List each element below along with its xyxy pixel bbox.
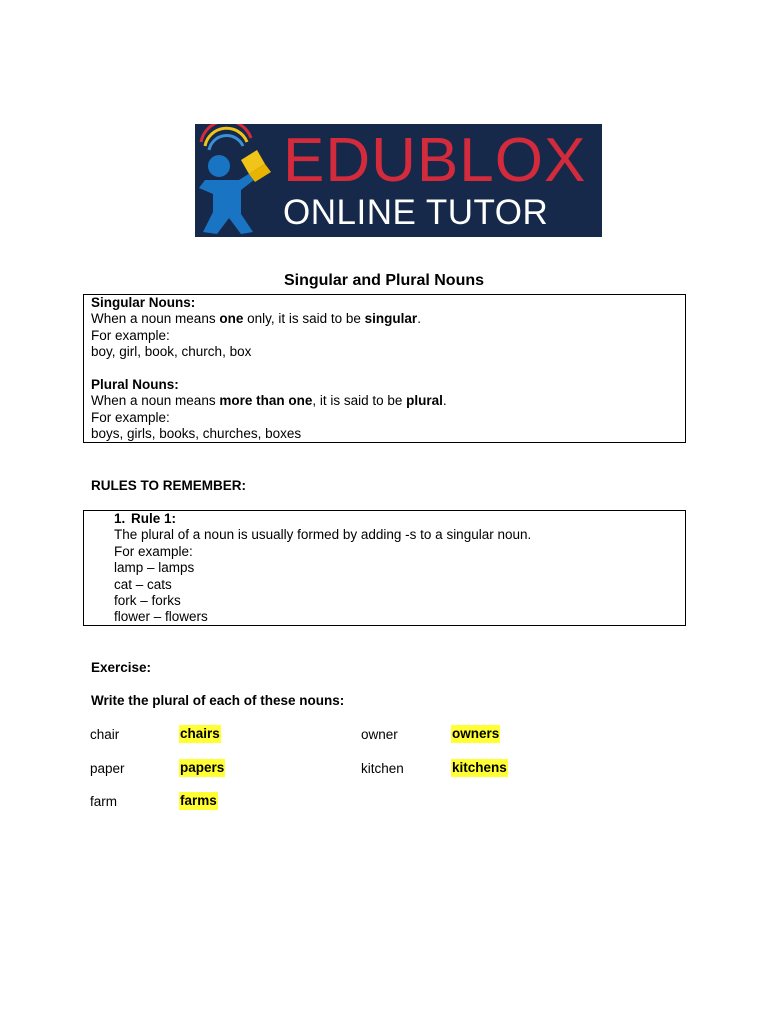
- spacer: [91, 361, 685, 377]
- singular-def-bold-1: one: [219, 311, 244, 327]
- exercise-word: owner: [361, 727, 398, 742]
- exercise-word: kitchen: [361, 761, 404, 776]
- plural-def-text-3: .: [442, 393, 447, 409]
- exercise-heading: Exercise:: [91, 660, 152, 675]
- plural-def-text-1: When a noun means: [91, 393, 220, 409]
- singular-examples: boy, girl, book, church, box: [91, 344, 252, 360]
- rule-example: cat – cats: [114, 576, 172, 592]
- plural-def-bold-2: plural: [406, 393, 443, 409]
- exercise-answer: owners: [452, 726, 500, 741]
- logo-brand-name: EDUBLOX: [283, 126, 587, 195]
- exercise-word: paper: [90, 761, 125, 776]
- child-reading-book-icon: [195, 124, 283, 237]
- rule-number: 1.: [114, 511, 126, 526]
- rules-heading: RULES TO REMEMBER:: [91, 478, 247, 493]
- exercise-answer: papers: [180, 760, 225, 775]
- rule-example: fork – forks: [114, 592, 181, 608]
- plural-def-text-2: , it is said to be: [312, 393, 407, 409]
- singular-example-label: For example:: [91, 327, 170, 343]
- rule-title: Rule 1:: [131, 511, 177, 526]
- page-title: Singular and Plural Nouns: [283, 272, 485, 289]
- singular-definition: [91, 311, 685, 327]
- rule-example: lamp – lamps: [114, 560, 195, 576]
- plural-definition: [91, 393, 685, 409]
- exercise-answer: farms: [180, 793, 217, 808]
- logo-tagline: ONLINE TUTOR: [283, 193, 549, 232]
- edublox-logo: [195, 124, 602, 237]
- rule-1-heading: [114, 511, 685, 527]
- exercise-word: chair: [90, 727, 120, 742]
- definitions-box: [83, 294, 686, 443]
- plural-heading: Plural Nouns:: [91, 376, 179, 392]
- singular-heading: Singular Nouns:: [91, 295, 196, 310]
- rule-1-example-label: For example:: [114, 543, 193, 559]
- plural-examples: boys, girls, books, churches, boxes: [91, 426, 302, 442]
- exercise-answer: chairs: [180, 726, 220, 741]
- rule-1-text: The plural of a noun is usually formed by adding -s to a singular noun.: [114, 527, 532, 543]
- rule-box: [83, 510, 686, 626]
- plural-example-label: For example:: [91, 409, 170, 425]
- exercise-answer: kitchens: [452, 760, 507, 775]
- singular-def-bold-2: singular: [364, 311, 418, 327]
- exercise-word: farm: [90, 794, 117, 809]
- singular-def-text-3: .: [417, 311, 421, 327]
- exercise-instruction: Write the plural of each of these nouns:: [91, 693, 345, 708]
- singular-def-text-2: only, it is said to be: [243, 311, 365, 327]
- plural-def-bold-1: more than one: [219, 393, 313, 409]
- singular-def-text-1: When a noun means: [91, 311, 220, 327]
- rule-example: flower – flowers: [114, 609, 208, 625]
